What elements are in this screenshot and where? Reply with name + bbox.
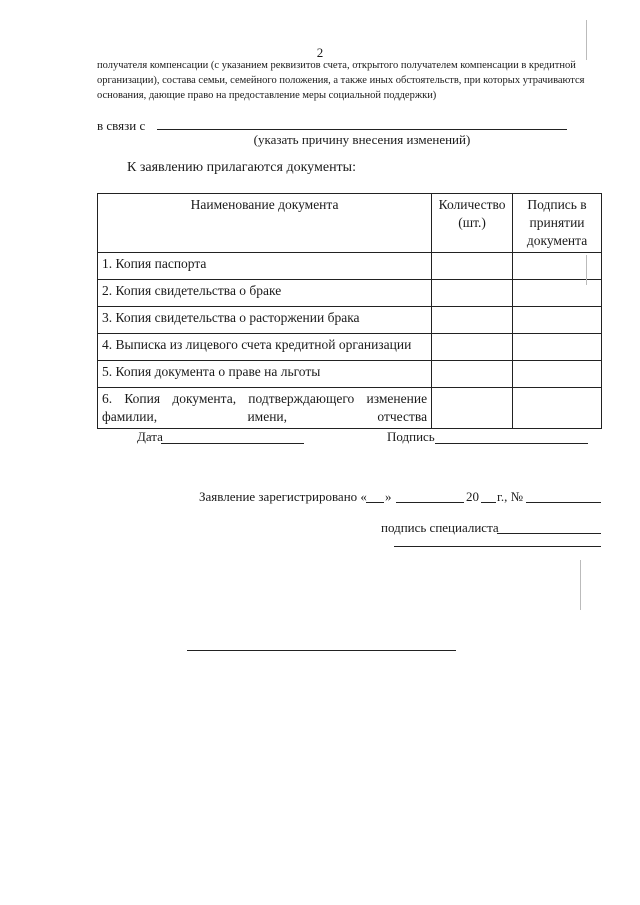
registration-year-prefix: 20 <box>466 489 479 504</box>
registration-number-line[interactable] <box>526 502 601 503</box>
date-input-line[interactable] <box>161 443 304 444</box>
signature-cell[interactable] <box>513 334 602 361</box>
table-row <box>98 388 602 429</box>
registration-text-start: Заявление зарегистрировано « <box>199 489 367 504</box>
reason-label: в связи с <box>97 118 146 133</box>
documents-table <box>97 193 602 429</box>
table-row <box>98 280 602 307</box>
signature-cell[interactable] <box>513 388 602 429</box>
scan-artifact <box>586 255 587 285</box>
specialist-name-line[interactable] <box>394 546 601 547</box>
registration-year-line[interactable] <box>481 502 496 503</box>
signature-cell[interactable] <box>513 253 602 280</box>
date-label: Дата <box>137 429 163 444</box>
table-header-row <box>98 194 602 253</box>
header-quantity: Количество (шт.) <box>432 194 513 253</box>
registration-day-line[interactable] <box>366 502 384 503</box>
intro-line: получателя компенсации (с указанием реквизитов счета, открытого получателем компенсации в кредитной <box>97 60 576 71</box>
intro-line: основания, дающие право на предоставление меры социальной поддержки) <box>97 90 437 101</box>
signature-cell[interactable] <box>513 280 602 307</box>
specialist-signature-label: подпись специалиста <box>381 520 499 535</box>
header-signature: Подпись в принятии документа <box>513 194 602 253</box>
scan-artifact <box>580 560 581 610</box>
quantity-cell[interactable] <box>432 307 513 334</box>
signature-input-line[interactable] <box>435 443 588 444</box>
table-row <box>98 253 602 280</box>
document-name-cell: 2. Копия свидетельства о браке <box>98 280 432 307</box>
quantity-cell[interactable] <box>432 253 513 280</box>
table-row <box>98 307 602 334</box>
bottom-signature-line <box>187 650 456 651</box>
quantity-cell[interactable] <box>432 334 513 361</box>
registration-number-label: г., № <box>497 489 524 504</box>
reason-hint: (указать причину внесения изменений) <box>253 132 471 147</box>
signature-cell[interactable] <box>513 361 602 388</box>
quantity-cell[interactable] <box>432 388 513 429</box>
signature-cell[interactable] <box>513 307 602 334</box>
document-name-cell: 4. Выписка из лицевого счета кредитной организации <box>98 334 432 361</box>
scan-artifact <box>586 20 587 60</box>
header-document-name: Наименование документа <box>98 194 432 253</box>
documents-heading: К заявлению прилагаются документы: <box>127 160 356 175</box>
registration-quote-close: » <box>385 489 392 504</box>
document-name-cell: 6. Копия документа, подтверждающего изменение фамилии, имени, отчества <box>98 388 432 429</box>
quantity-cell[interactable] <box>432 361 513 388</box>
registration-month-line[interactable] <box>396 502 464 503</box>
document-name-cell: 3. Копия свидетельства о расторжении брака <box>98 307 432 334</box>
intro-line: организации), состава семьи, семейного положения, а также иных обстоятельств, при которых утрачиваются <box>97 75 585 86</box>
quantity-cell[interactable] <box>432 280 513 307</box>
document-name-cell: 1. Копия паспорта <box>98 253 432 280</box>
signature-label: Подпись <box>387 429 435 444</box>
reason-input-line[interactable] <box>157 129 567 130</box>
table-row <box>98 334 602 361</box>
page-number: 2 <box>316 45 324 60</box>
document-name-cell: 5. Копия документа о праве на льготы <box>98 361 432 388</box>
specialist-signature-line[interactable] <box>497 533 601 534</box>
intro-paragraph <box>97 58 602 103</box>
table-row <box>98 361 602 388</box>
